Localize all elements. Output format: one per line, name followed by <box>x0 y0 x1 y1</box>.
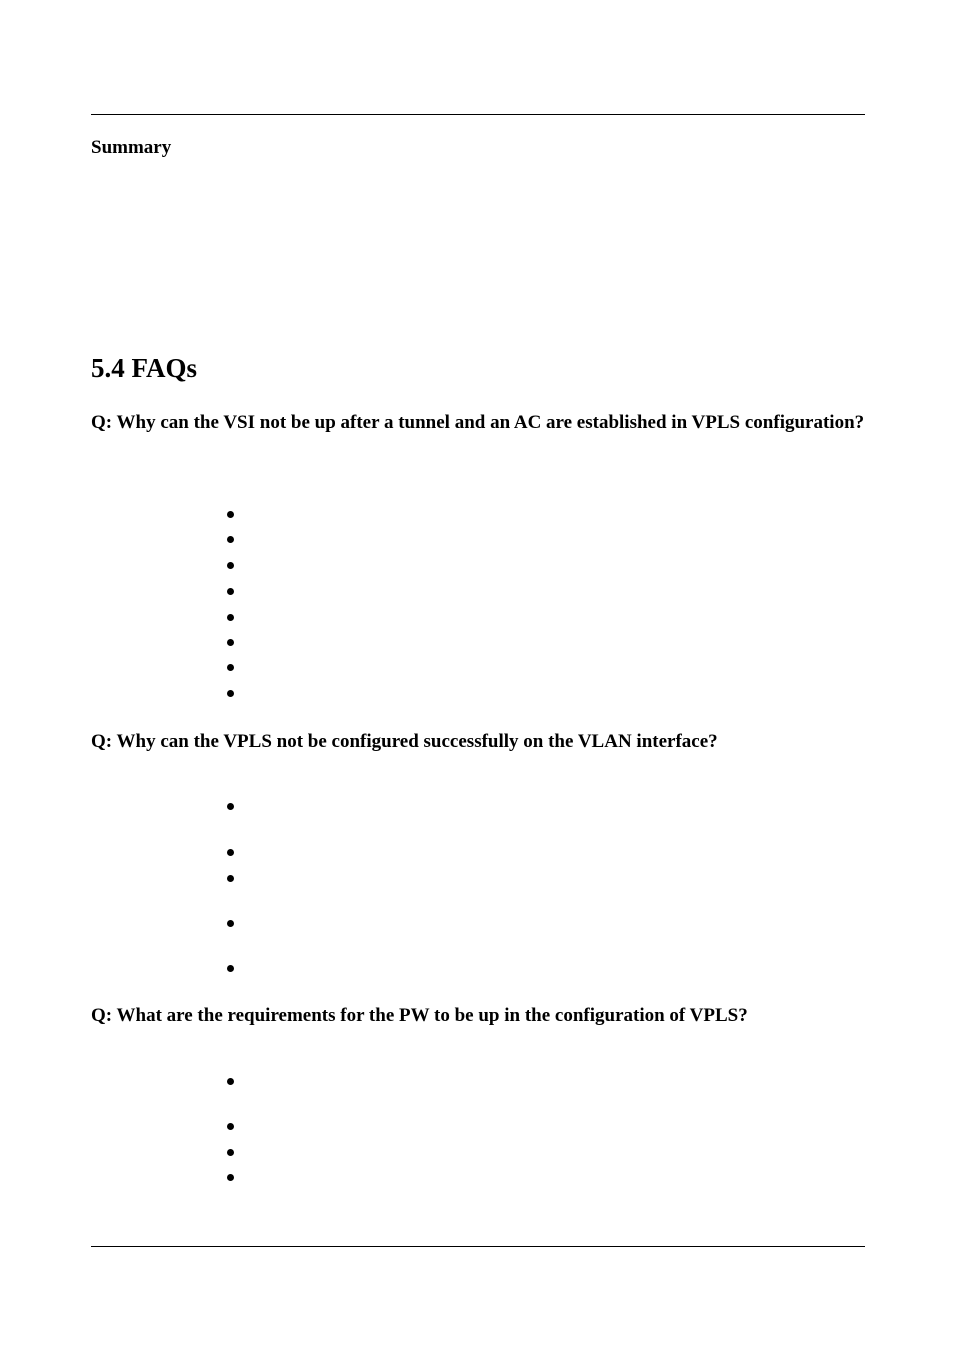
faq-2-bullet-item <box>224 846 238 860</box>
faq-2-bullet-item <box>224 917 238 931</box>
faq-2-bullet-item <box>224 800 238 814</box>
section-title: 5.4 FAQs <box>91 353 197 383</box>
faq-3-bullet-item <box>224 1075 238 1089</box>
faq-1-bullet-item <box>224 611 238 625</box>
faq-3-bullet-item <box>224 1146 238 1160</box>
faq-1-bullet-item <box>224 636 238 650</box>
faq-2-bullet-item <box>224 872 238 886</box>
faq-3-bullet-item <box>224 1171 238 1185</box>
faq-1-bullet-item <box>224 533 238 547</box>
faq-question-2: Q: Why can the VPLS not be configured successfully on the VLAN interface? <box>91 731 718 752</box>
faq-3-bullet-item <box>224 1120 238 1134</box>
faq-1-bullet-item <box>224 661 238 675</box>
summary-heading: Summary <box>91 137 172 158</box>
faq-question-3: Q: What are the requirements for the PW to be up in the configuration of VPLS? <box>91 1005 748 1026</box>
faq-question-1: Q: Why can the VSI not be up after a tunnel and an AC are established in VPLS configuration? <box>91 412 865 433</box>
faq-1-bullet-item <box>224 687 238 701</box>
faq-1-bullet-item <box>224 585 238 599</box>
faq-1-bullet-item <box>224 508 238 522</box>
faq-2-bullet-item <box>224 962 238 976</box>
footer-rule <box>91 1246 865 1247</box>
faq-bullet-lists <box>224 0 864 1350</box>
faq-1-bullet-item <box>224 559 238 573</box>
